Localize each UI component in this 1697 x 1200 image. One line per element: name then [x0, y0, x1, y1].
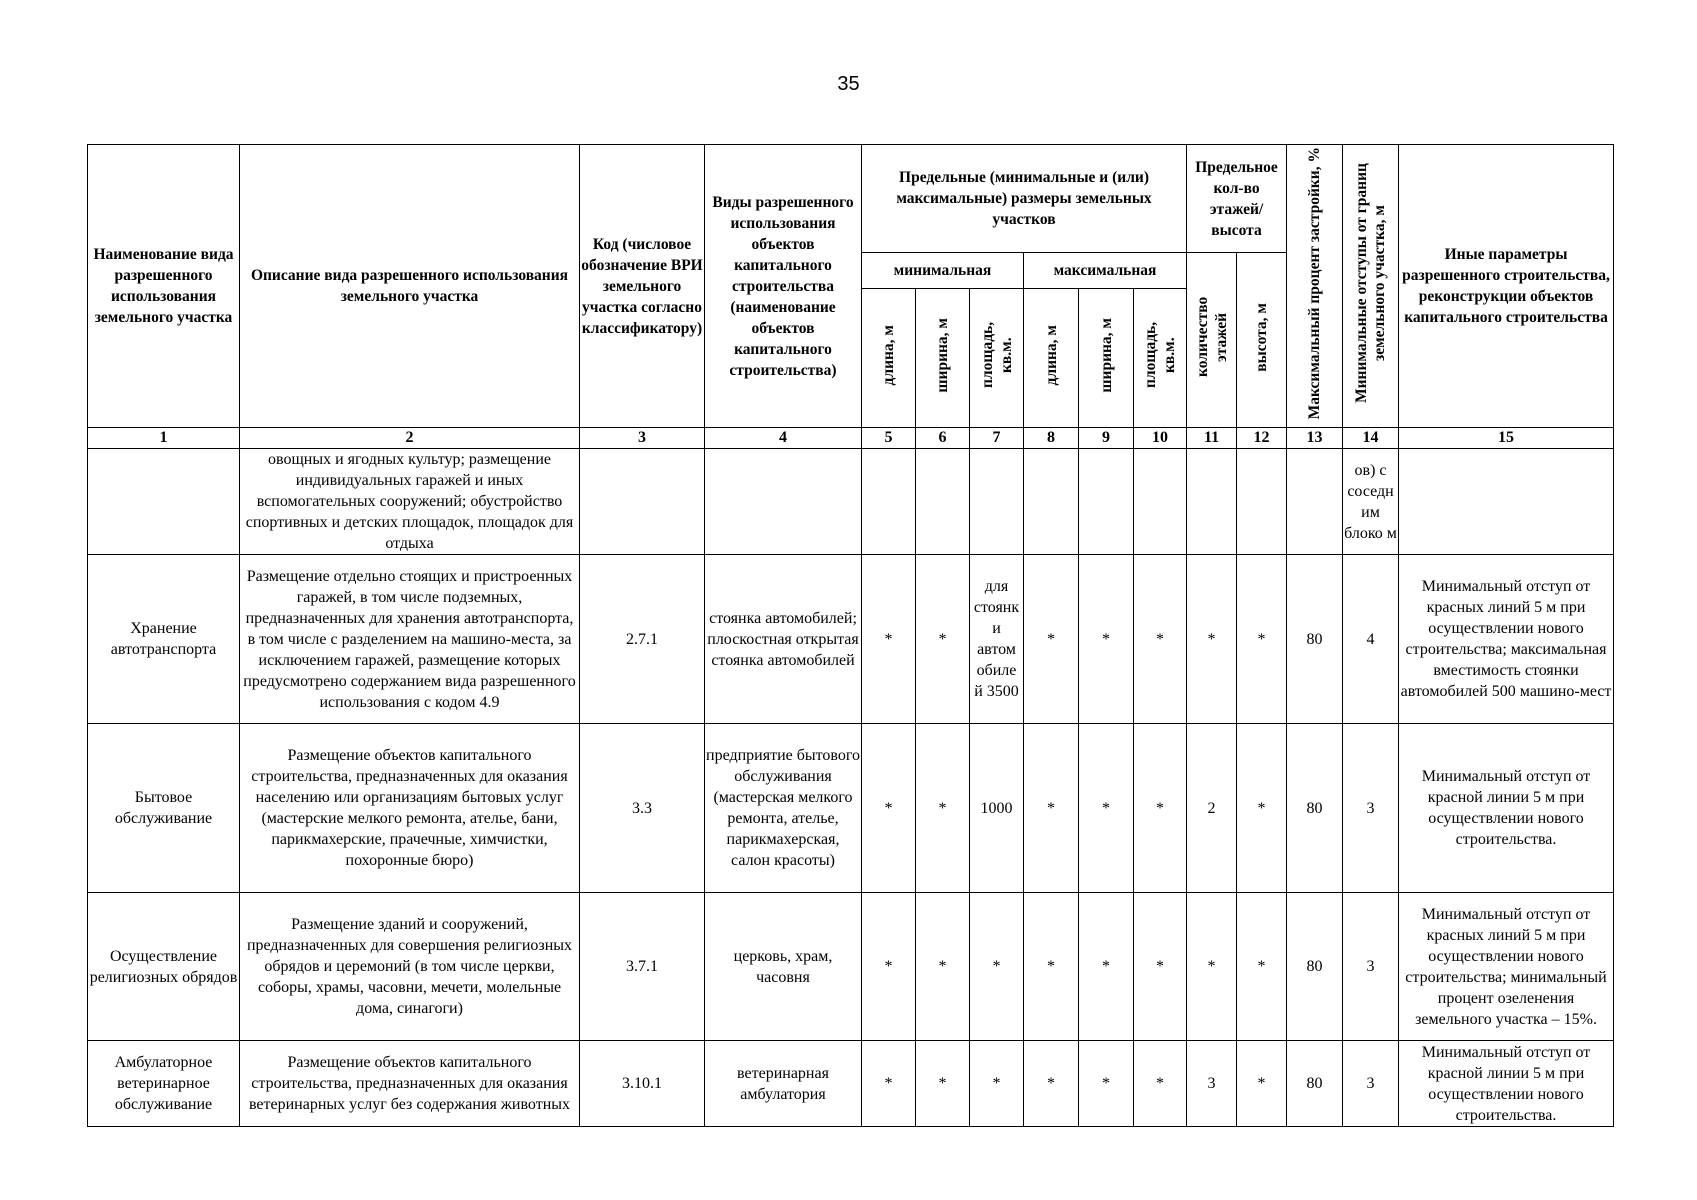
header-name: Наименование вида разрешенного использования земельного участка — [88, 145, 240, 428]
cell-height: * — [1237, 893, 1287, 1041]
header-build-percent — [1287, 145, 1343, 428]
cell-setback: 3 — [1343, 893, 1399, 1041]
cell-build-percent — [1287, 449, 1343, 555]
cell-min-length: * — [862, 1041, 916, 1127]
header-other: Иные параметры разрешенного строительства, реконструкции объектов капитального строительства — [1399, 145, 1614, 428]
cell-max-area: * — [1134, 893, 1187, 1041]
cell-max-length: * — [1024, 1041, 1079, 1127]
cell-height — [1237, 449, 1287, 555]
cell-floors: 3 — [1187, 1041, 1237, 1127]
header-min-length — [862, 289, 916, 428]
cell-description: овощных и ягодных культур; размещение индивидуальных гаражей и иных вспомогательных сооружений; обустройство спортивных и детских площадок, площадок для отдыха — [240, 449, 580, 555]
cell-objects: церковь, храм, часовня — [705, 893, 862, 1041]
header-setbacks-text: Минимальные отступы от границ земельного участка, м — [1352, 163, 1388, 404]
cell-floors: 2 — [1187, 724, 1237, 893]
header-min-area — [970, 289, 1024, 428]
cell-build-percent: 80 — [1287, 555, 1343, 724]
column-number: 5 — [862, 428, 916, 449]
cell-max-length: * — [1024, 724, 1079, 893]
cell-description: Размещение объектов капитального строительства, предназначенных для оказания населению или организациям бытовых услуг (мастерские мелкого ремонта, ателье, бани, парикмахерские, прачечные, химчистки, похоронные бюро) — [240, 724, 580, 893]
cell-min-width: * — [916, 555, 970, 724]
cell-other: Минимальный отступ от красной линии 5 м при осуществлении нового строительства. — [1399, 724, 1614, 893]
header-min-area-text: площадь, кв.м. — [978, 322, 1015, 389]
header-min-width — [916, 289, 970, 428]
cell-floors — [1187, 449, 1237, 555]
table-row — [88, 555, 1614, 724]
column-number: 2 — [240, 428, 580, 449]
header-objects: Виды разрешенного использования объектов капитального строительства (наименование объектов капитального строительства) — [705, 145, 862, 428]
header-limits: Предельные (минимальные и (или) максимальные) размеры земельных участков — [862, 145, 1187, 253]
cell-max-length: * — [1024, 555, 1079, 724]
cell-height: * — [1237, 1041, 1287, 1127]
header-description: Описание вида разрешенного использования земельного участка — [240, 145, 580, 428]
cell-other: Минимальный отступ от красных линий 5 м при осуществлении нового строительства; минимальный процент озеленения земельного участка – 15%. — [1399, 893, 1614, 1041]
cell-min-length: * — [862, 893, 916, 1041]
cell-floors: * — [1187, 893, 1237, 1041]
cell-description: Размещение отдельно стоящих и пристроенных гаражей, в том числе подземных, предназначенных для хранения автотранспорта, в том числе с разделением на машино-места, за исключением гаражей, размещение которых предусмотрено содержанием вида разрешенного использования с кодом 4.9 — [240, 555, 580, 724]
cell-min-area: * — [970, 893, 1024, 1041]
cell-max-length — [1024, 449, 1079, 555]
cell-other: Минимальный отступ от красной линии 5 м при осуществлении нового строительства. — [1399, 1041, 1614, 1127]
column-number: 13 — [1287, 428, 1343, 449]
cell-code: 3.10.1 — [580, 1041, 705, 1127]
cell-build-percent: 80 — [1287, 1041, 1343, 1127]
cell-setback: ов) с соседн им блоко м — [1343, 449, 1399, 555]
cell-max-area: * — [1134, 1041, 1187, 1127]
cell-build-percent: 80 — [1287, 893, 1343, 1041]
header-code: Код (числовое обозначение ВРИ земельного участка согласно классификатору) — [580, 145, 705, 428]
cell-name: Хранение автотранспорта — [88, 555, 240, 724]
zoning-regulations-table — [87, 144, 1614, 1127]
header-height — [1237, 253, 1287, 428]
table-row — [88, 893, 1614, 1041]
cell-min-width: * — [916, 893, 970, 1041]
cell-max-width: * — [1079, 1041, 1134, 1127]
header-maximal: максимальная — [1024, 253, 1187, 289]
cell-name: Осуществление религиозных обрядов — [88, 893, 240, 1041]
cell-max-width: * — [1079, 724, 1134, 893]
cell-code — [580, 449, 705, 555]
header-max-width-text: ширина, м — [1097, 318, 1115, 393]
table-row — [88, 449, 1614, 555]
cell-height: * — [1237, 724, 1287, 893]
cell-max-area — [1134, 449, 1187, 555]
table-row — [88, 724, 1614, 893]
cell-build-percent: 80 — [1287, 724, 1343, 893]
header-max-area-text: площадь, кв.м. — [1142, 322, 1178, 389]
header-build-percent-text: Максимальный процент застройки, % — [1306, 147, 1324, 420]
cell-min-area — [970, 449, 1024, 555]
cell-description: Размещение объектов капитального строительства, предназначенных для оказания ветеринарных услуг без содержания животных — [240, 1041, 580, 1127]
column-number: 12 — [1237, 428, 1287, 449]
cell-max-width: * — [1079, 893, 1134, 1041]
column-number: 7 — [970, 428, 1024, 449]
cell-max-area: * — [1134, 724, 1187, 893]
column-number: 11 — [1187, 428, 1237, 449]
header-max-length — [1024, 289, 1079, 428]
cell-description: Размещение зданий и сооружений, предназначенных для совершения религиозных обрядов и церемоний (в том числе церкви, соборы, храмы, часовни, мечети, молельные дома, синагоги) — [240, 893, 580, 1041]
cell-max-width — [1079, 449, 1134, 555]
cell-min-length — [862, 449, 916, 555]
cell-max-length: * — [1024, 893, 1079, 1041]
cell-height: * — [1237, 555, 1287, 724]
cell-min-width — [916, 449, 970, 555]
cell-max-area: * — [1134, 555, 1187, 724]
header-min-width-text: ширина, м — [934, 318, 951, 393]
cell-min-area: 1000 — [970, 724, 1024, 893]
cell-code: 3.7.1 — [580, 893, 705, 1041]
cell-other: Минимальный отступ от красных линий 5 м при осуществлении нового строительства; максимальная вместимость стоянки автомобилей 500 машино-мест — [1399, 555, 1614, 724]
cell-name — [88, 449, 240, 555]
column-number: 1 — [88, 428, 240, 449]
cell-setback: 3 — [1343, 1041, 1399, 1127]
column-number: 14 — [1343, 428, 1399, 449]
cell-setback: 3 — [1343, 724, 1399, 893]
column-number: 6 — [916, 428, 970, 449]
header-min-length-text: длина, м — [880, 325, 897, 386]
cell-min-width: * — [916, 1041, 970, 1127]
column-number: 8 — [1024, 428, 1079, 449]
header-floors — [1187, 253, 1237, 428]
header-minimal: минимальная — [862, 253, 1024, 289]
cell-setback: 4 — [1343, 555, 1399, 724]
header-max-area — [1134, 289, 1187, 428]
cell-name: Амбулаторное ветеринарное обслуживание — [88, 1041, 240, 1127]
column-number-row — [88, 428, 1614, 449]
header-max-width — [1079, 289, 1134, 428]
cell-floors: * — [1187, 555, 1237, 724]
column-number: 3 — [580, 428, 705, 449]
header-setbacks — [1343, 145, 1399, 428]
cell-objects — [705, 449, 862, 555]
cell-min-area: для стоянк и автом обиле й 3500 — [970, 555, 1024, 724]
header-floors-text: количество этажей — [1193, 297, 1230, 378]
cell-min-length: * — [862, 555, 916, 724]
cell-code: 3.3 — [580, 724, 705, 893]
column-number: 4 — [705, 428, 862, 449]
table-row — [88, 1041, 1614, 1127]
column-number: 9 — [1079, 428, 1134, 449]
cell-code: 2.7.1 — [580, 555, 705, 724]
header-height-text: высота, м — [1253, 302, 1271, 372]
cell-objects: предприятие бытового обслуживания (мастерская мелкого ремонта, ателье, парикмахерская, салон красоты) — [705, 724, 862, 893]
column-number: 10 — [1134, 428, 1187, 449]
cell-other — [1399, 449, 1614, 555]
cell-min-length: * — [862, 724, 916, 893]
cell-min-area: * — [970, 1041, 1024, 1127]
cell-name: Бытовое обслуживание — [88, 724, 240, 893]
cell-max-width: * — [1079, 555, 1134, 724]
cell-objects: стоянка автомобилей; плоскостная открытая стоянка автомобилей — [705, 555, 862, 724]
cell-min-width: * — [916, 724, 970, 893]
header-max-length-text: длина, м — [1042, 325, 1060, 386]
column-number: 15 — [1399, 428, 1614, 449]
header-floors-group: Предельное кол-во этажей/ высота — [1187, 145, 1287, 253]
page-number: 35 — [837, 73, 860, 95]
cell-objects: ветеринарная амбулатория — [705, 1041, 862, 1127]
